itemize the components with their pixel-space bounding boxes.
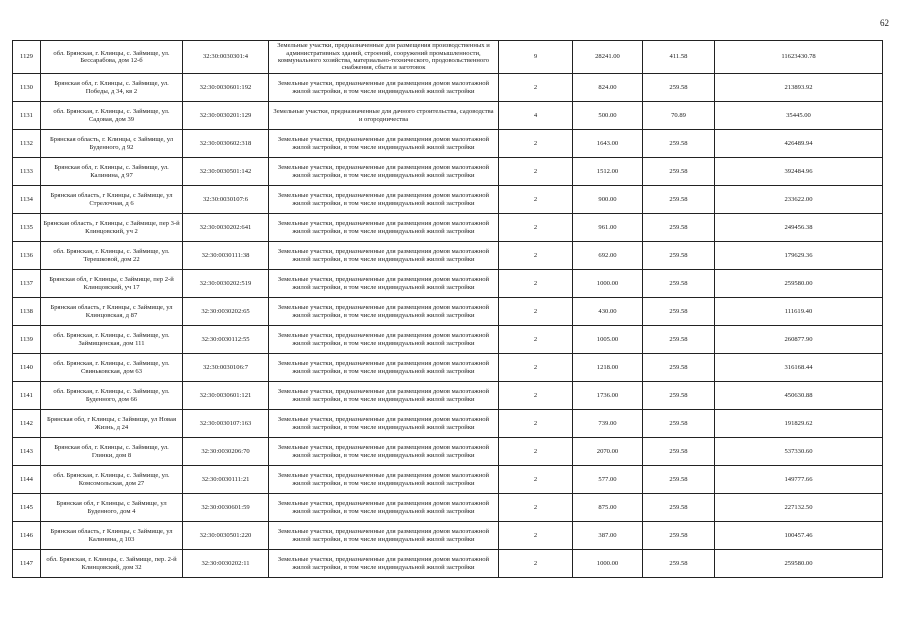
group-cell: 2: [499, 186, 573, 214]
table-row: [13, 270, 883, 298]
row-number-cell: 1141: [13, 382, 41, 410]
row-number-cell: 1133: [13, 158, 41, 186]
rate-cell: 259.58: [643, 438, 715, 466]
cadastral-number-cell: 32:30:0030202:641: [183, 214, 269, 242]
group-cell: 2: [499, 494, 573, 522]
row-number-cell: 1132: [13, 130, 41, 158]
rate-cell: 259.58: [643, 410, 715, 438]
group-cell: 2: [499, 522, 573, 550]
land-purpose-cell: Земельные участки, предназначенные для размещения домов малоэтажной жилой застройки, в том числе индивидуальной жилой застройки: [269, 326, 499, 354]
table-row: [13, 186, 883, 214]
table-row: [13, 410, 883, 438]
rate-cell: 259.58: [643, 354, 715, 382]
row-number-cell: 1134: [13, 186, 41, 214]
address-cell: обл. Брянская, г. Клинцы, с. Займище, ул. Терешковой, дом 22: [41, 242, 183, 270]
table-body: [13, 41, 883, 578]
area-cell: 900.00: [573, 186, 643, 214]
group-cell: 2: [499, 242, 573, 270]
area-cell: 500.00: [573, 102, 643, 130]
cadastral-value-cell: 260877.90: [715, 326, 883, 354]
land-purpose-cell: Земельные участки, предназначенные для размещения домов малоэтажной жилой застройки, в том числе индивидуальной жилой застройки: [269, 214, 499, 242]
cadastral-number-cell: 32:30:0030202:11: [183, 550, 269, 578]
rate-cell: 259.58: [643, 298, 715, 326]
table-row: [13, 466, 883, 494]
address-cell: обл. Брянская, г. Клинцы, с. Займище, ул. Бессарабова, дом 12-б: [41, 41, 183, 74]
cadastral-value-cell: 100457.46: [715, 522, 883, 550]
address-cell: Брянская область, г Клинцы, с Займище, ул Стрелочная, д 6: [41, 186, 183, 214]
rate-cell: 70.89: [643, 102, 715, 130]
row-number-cell: 1135: [13, 214, 41, 242]
address-cell: Брянская обл, г. Клинцы, с. Займище, ул. Глинки, дом 8: [41, 438, 183, 466]
group-cell: 2: [499, 130, 573, 158]
cadastral-number-cell: 32:30:0030501:220: [183, 522, 269, 550]
table-row: [13, 326, 883, 354]
group-cell: 2: [499, 298, 573, 326]
address-cell: Брянская обл, г Клинцы, с Займище, ул Буденного, дом 4: [41, 494, 183, 522]
rate-cell: 259.58: [643, 326, 715, 354]
address-cell: обл. Брянская, г. Клинцы, с. Займище, ул. Комсомольская, дом 27: [41, 466, 183, 494]
area-cell: 2070.00: [573, 438, 643, 466]
address-cell: Брянская область, г Клинцы, с Займище, ул Клинцовская, д 87: [41, 298, 183, 326]
rate-cell: 411.58: [643, 41, 715, 74]
cadastral-number-cell: 32:30:0030201:129: [183, 102, 269, 130]
cadastral-number-cell: 32:30:0030111:38: [183, 242, 269, 270]
cadastral-number-cell: 32:30:0030602:318: [183, 130, 269, 158]
table-row: [13, 130, 883, 158]
rate-cell: 259.58: [643, 382, 715, 410]
area-cell: 1005.00: [573, 326, 643, 354]
row-number-cell: 1147: [13, 550, 41, 578]
group-cell: 2: [499, 270, 573, 298]
rate-cell: 259.58: [643, 130, 715, 158]
row-number-cell: 1138: [13, 298, 41, 326]
cadastral-number-cell: 32:30:0030107:163: [183, 410, 269, 438]
land-purpose-cell: Земельные участки, предназначенные для размещения домов малоэтажной жилой застройки, в том числе индивидуальной жилой застройки: [269, 382, 499, 410]
area-cell: 739.00: [573, 410, 643, 438]
table-row: [13, 382, 883, 410]
row-number-cell: 1145: [13, 494, 41, 522]
land-purpose-cell: Земельные участки, предназначенные для размещения домов малоэтажной жилой застройки, в том числе индивидуальной жилой застройки: [269, 494, 499, 522]
land-purpose-cell: Земельные участки, предназначенные для размещения домов малоэтажной жилой застройки, в том числе индивидуальной жилой застройки: [269, 550, 499, 578]
table-row: [13, 494, 883, 522]
group-cell: 2: [499, 438, 573, 466]
area-cell: 692.00: [573, 242, 643, 270]
area-cell: 1218.00: [573, 354, 643, 382]
cadastral-value-cell: 111619.40: [715, 298, 883, 326]
row-number-cell: 1130: [13, 74, 41, 102]
group-cell: 2: [499, 214, 573, 242]
land-purpose-cell: Земельные участки, предназначенные для размещения домов малоэтажной жилой застройки, в том числе индивидуальной жилой застройки: [269, 270, 499, 298]
group-cell: 2: [499, 158, 573, 186]
rate-cell: 259.58: [643, 466, 715, 494]
area-cell: 387.00: [573, 522, 643, 550]
address-cell: Брянская область, г. Клинцы, с Займище, ул Буденного, д 92: [41, 130, 183, 158]
land-purpose-cell: Земельные участки, предназначенные для размещения домов малоэтажной жилой застройки, в том числе индивидуальной жилой застройки: [269, 438, 499, 466]
cadastral-number-cell: 32:30:0030106:7: [183, 354, 269, 382]
cadastral-number-cell: 32:30:0030601:59: [183, 494, 269, 522]
land-purpose-cell: Земельные участки, предназначенные для размещения домов малоэтажной жилой застройки, в том числе индивидуальной жилой застройки: [269, 466, 499, 494]
rate-cell: 259.58: [643, 158, 715, 186]
cadastral-number-cell: 32:30:0030301:4: [183, 41, 269, 74]
cadastral-value-cell: 179629.36: [715, 242, 883, 270]
row-number-cell: 1142: [13, 410, 41, 438]
land-purpose-cell: Земельные участки, предназначенные для дачного строительства, садоводства и огородничества: [269, 102, 499, 130]
table-row: [13, 214, 883, 242]
table-row: [13, 102, 883, 130]
land-purpose-cell: Земельные участки, предназначенные для размещения домов малоэтажной жилой застройки, в том числе индивидуальной жилой застройки: [269, 410, 499, 438]
row-number-cell: 1144: [13, 466, 41, 494]
area-cell: 430.00: [573, 298, 643, 326]
land-purpose-cell: Земельные участки, предназначенные для размещения домов малоэтажной жилой застройки, в том числе индивидуальной жилой застройки: [269, 354, 499, 382]
group-cell: 9: [499, 41, 573, 74]
group-cell: 2: [499, 74, 573, 102]
cadastral-number-cell: 32:30:0030202:65: [183, 298, 269, 326]
address-cell: Брянская обл, г. Клинцы, с. Займище, ул. Калинина, д 97: [41, 158, 183, 186]
land-purpose-cell: Земельные участки, предназначенные для размещения домов малоэтажной жилой застройки, в том числе индивидуальной жилой застройки: [269, 298, 499, 326]
cadastral-value-cell: 35445.00: [715, 102, 883, 130]
area-cell: 824.00: [573, 74, 643, 102]
row-number-cell: 1136: [13, 242, 41, 270]
cadastral-value-cell: 537330.60: [715, 438, 883, 466]
address-cell: Брянская область, г Клинцы, с Займище, ул Калинина, д 103: [41, 522, 183, 550]
group-cell: 2: [499, 382, 573, 410]
cadastral-number-cell: 32:30:0030107:6: [183, 186, 269, 214]
land-purpose-cell: Земельные участки, предназначенные для размещения домов малоэтажной жилой застройки, в том числе индивидуальной жилой застройки: [269, 242, 499, 270]
cadastral-number-cell: 32:30:0030501:142: [183, 158, 269, 186]
rate-cell: 259.58: [643, 522, 715, 550]
land-purpose-cell: Земельные участки, предназначенные для размещения домов малоэтажной жилой застройки, в том числе индивидуальной жилой застройки: [269, 158, 499, 186]
land-purpose-cell: Земельные участки, предназначенные для размещения домов малоэтажной жилой застройки, в том числе индивидуальной жилой застройки: [269, 186, 499, 214]
cadastral-value-cell: 316168.44: [715, 354, 883, 382]
cadastral-number-cell: 32:30:0030601:192: [183, 74, 269, 102]
area-cell: 961.00: [573, 214, 643, 242]
area-cell: 1000.00: [573, 550, 643, 578]
land-registry-table: [12, 40, 883, 578]
rate-cell: 259.58: [643, 186, 715, 214]
cadastral-value-cell: 249456.38: [715, 214, 883, 242]
row-number-cell: 1129: [13, 41, 41, 74]
address-cell: обл. Брянская, г. Клинцы, с. Займище, ул. Буденного, дом 66: [41, 382, 183, 410]
group-cell: 4: [499, 102, 573, 130]
cadastral-number-cell: 32:30:0030202:519: [183, 270, 269, 298]
address-cell: обл. Брянская, г. Клинцы, с. Займище, ул. Свиньковская, дом 63: [41, 354, 183, 382]
area-cell: 1643.00: [573, 130, 643, 158]
area-cell: 1000.00: [573, 270, 643, 298]
cadastral-number-cell: 32:30:0030111:21: [183, 466, 269, 494]
row-number-cell: 1131: [13, 102, 41, 130]
cadastral-number-cell: 32:30:0030112:55: [183, 326, 269, 354]
cadastral-value-cell: 259580.00: [715, 270, 883, 298]
cadastral-number-cell: 32:30:0030206:70: [183, 438, 269, 466]
row-number-cell: 1139: [13, 326, 41, 354]
group-cell: 2: [499, 326, 573, 354]
rate-cell: 259.58: [643, 494, 715, 522]
cadastral-value-cell: 11623430.78: [715, 41, 883, 74]
group-cell: 2: [499, 410, 573, 438]
address-cell: обл. Брянская, г. Клинцы, с. Займище, ул. Садовая, дом 39: [41, 102, 183, 130]
address-cell: обл. Брянская, г. Клинцы, с. Займище, ул. Займищенская, дом 111: [41, 326, 183, 354]
group-cell: 2: [499, 354, 573, 382]
land-purpose-cell: Земельные участки, предназначенные для размещения производственных и административных зданий, строений, сооружений промышленности, коммунального хозяйства, материально-технического, продовольственного снабжения, сбыта и заготовок: [269, 41, 499, 74]
table-row: [13, 354, 883, 382]
table-row: [13, 74, 883, 102]
address-cell: Брянская обл, г. Клинцы, с. Займище, ул. Победы, д 34, кв 2: [41, 74, 183, 102]
cadastral-value-cell: 213893.92: [715, 74, 883, 102]
table-row: [13, 438, 883, 466]
row-number-cell: 1137: [13, 270, 41, 298]
table-row: [13, 41, 883, 74]
area-cell: 875.00: [573, 494, 643, 522]
rate-cell: 259.58: [643, 270, 715, 298]
area-cell: 577.00: [573, 466, 643, 494]
address-cell: Брянская область, г Клинцы, с Займище, пер 3-й Клинцовский, уч 2: [41, 214, 183, 242]
table-row: [13, 298, 883, 326]
rate-cell: 259.58: [643, 242, 715, 270]
address-cell: обл. Брянская, г. Клинцы, с. Займище, пер. 2-й Клинцовский, дом 32: [41, 550, 183, 578]
land-purpose-cell: Земельные участки, предназначенные для размещения домов малоэтажной жилой застройки, в том числе индивидуальной жилой застройки: [269, 74, 499, 102]
land-purpose-cell: Земельные участки, предназначенные для размещения домов малоэтажной жилой застройки, в том числе индивидуальной жилой застройки: [269, 522, 499, 550]
table-row: [13, 242, 883, 270]
cadastral-value-cell: 191829.62: [715, 410, 883, 438]
group-cell: 2: [499, 550, 573, 578]
rate-cell: 259.58: [643, 214, 715, 242]
row-number-cell: 1143: [13, 438, 41, 466]
address-cell: Брянская обл, г Клинцы, с Займище, ул Новая Жизнь, д 24: [41, 410, 183, 438]
area-cell: 1736.00: [573, 382, 643, 410]
cadastral-value-cell: 149777.66: [715, 466, 883, 494]
cadastral-number-cell: 32:30:0030601:121: [183, 382, 269, 410]
cadastral-value-cell: 227132.50: [715, 494, 883, 522]
cadastral-value-cell: 259580.00: [715, 550, 883, 578]
table-row: [13, 550, 883, 578]
rate-cell: 259.58: [643, 74, 715, 102]
table-row: [13, 522, 883, 550]
land-purpose-cell: Земельные участки, предназначенные для размещения домов малоэтажной жилой застройки, в том числе индивидуальной жилой застройки: [269, 130, 499, 158]
area-cell: 28241.00: [573, 41, 643, 74]
cadastral-value-cell: 426489.94: [715, 130, 883, 158]
cadastral-value-cell: 450630.88: [715, 382, 883, 410]
row-number-cell: 1140: [13, 354, 41, 382]
page-number: 62: [880, 18, 889, 28]
cadastral-value-cell: 233622.00: [715, 186, 883, 214]
table-row: [13, 158, 883, 186]
address-cell: Брянская обл, г Клинцы, с Займище, пер 2-й Клинцовский, уч 17: [41, 270, 183, 298]
cadastral-value-cell: 392484.96: [715, 158, 883, 186]
row-number-cell: 1146: [13, 522, 41, 550]
group-cell: 2: [499, 466, 573, 494]
rate-cell: 259.58: [643, 550, 715, 578]
area-cell: 1512.00: [573, 158, 643, 186]
